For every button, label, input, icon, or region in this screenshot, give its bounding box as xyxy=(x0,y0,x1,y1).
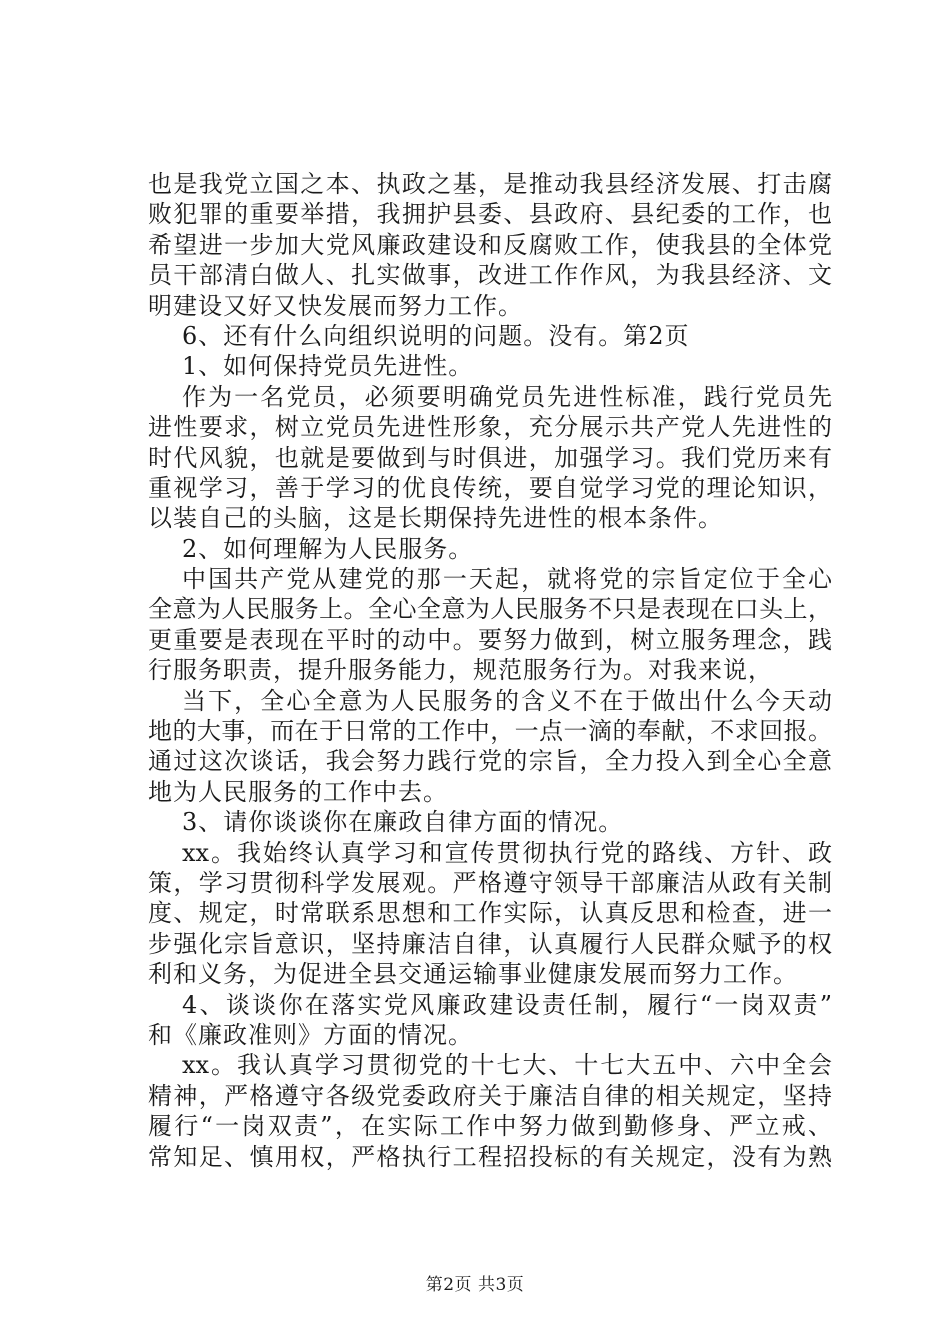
text-line: 步强化宗旨意识，坚持廉洁自律，认真履行人民群众赋予的权 xyxy=(148,929,832,958)
text-line: 6、还有什么向组织说明的问题。没有。第2页 xyxy=(182,321,690,350)
text-line: 时代风貌，也就是要做到与时俱进，加强学习。我们党历来有 xyxy=(148,443,832,472)
text-line: 败犯罪的重要举措，我拥护县委、县政府、县纪委的工作，也 xyxy=(148,200,832,229)
text-line: 1、如何保持党员先进性。 xyxy=(182,352,474,381)
text-line: 更重要是表现在平时的动中。要努力做到，树立服务理念，践 xyxy=(148,625,832,654)
text-line: xx。我始终认真学习和宣传贯彻执行党的路线、方针、政 xyxy=(182,838,832,867)
text-line: 4、谈谈你在落实党风廉政建设责任制，履行“一岗双责” xyxy=(182,990,832,1019)
text-line: 行服务职责，提升服务能力，规范服务行为。对我来说， xyxy=(148,656,773,685)
text-line: 以装自己的头脑，这是长期保持先进性的根本条件。 xyxy=(148,504,723,533)
text-line: 员干部清白做人、扎实做事，改进工作作风，为我县经济、文 xyxy=(148,261,832,290)
text-line: 常知足、慎用权，严格执行工程招投标的有关规定，没有为熟 xyxy=(148,1142,832,1171)
text-line: 当下，全心全意为人民服务的含义不在于做出什么今天动 xyxy=(182,686,832,715)
text-line: 全意为人民服务上。全心全意为人民服务不只是表现在口头上， xyxy=(148,595,832,624)
text-line: 作为一名党员，必须要明确党员先进性标准，践行党员先 xyxy=(182,382,832,411)
text-line: 地为人民服务的工作中去。 xyxy=(148,777,448,806)
text-line: 度、规定，时常联系思想和工作实际，认真反思和检查，进一 xyxy=(148,899,832,928)
text-line: 也是我党立国之本、执政之基，是推动我县经济发展、打击腐 xyxy=(148,170,832,198)
text-line: 3、请你谈谈你在廉政自律方面的情况。 xyxy=(182,808,624,837)
text-line: 和《廉政准则》方面的情况。 xyxy=(148,1020,473,1049)
text-line: xx。我认真学习贯彻党的十七大、十七大五中、六中全会 xyxy=(182,1051,832,1080)
text-line: 2、如何理解为人民服务。 xyxy=(182,534,474,563)
text-line: 进性要求，树立党员先进性形象，充分展示共产党人先进性的 xyxy=(148,413,832,442)
text-line: 策，学习贯彻科学发展观。严格遵守领导干部廉洁从政有关制 xyxy=(148,868,832,897)
text-line: 希望进一步加大党风廉政建设和反腐败工作，使我县的全体党 xyxy=(148,230,832,259)
page-footer: 第2页 共3页 xyxy=(425,1275,525,1295)
text-line: 重视学习，善于学习的优良传统，要自觉学习党的理论知识， xyxy=(148,473,832,502)
text-line: 履行“一岗双责”，在实际工作中努力做到勤修身、严立戒、 xyxy=(148,1112,832,1141)
text-line: 地的大事，而在于日常的工作中，一点一滴的奉献，不求回报。 xyxy=(148,717,832,746)
text-line: 通过这次谈话，我会努力践行党的宗旨，全力投入到全心全意 xyxy=(148,747,832,776)
document-body xyxy=(148,169,832,1172)
text-line: 精神，严格遵守各级党委政府关于廉洁自律的相关规定，坚持 xyxy=(148,1081,832,1110)
text-line: 明建设又好又快发展而努力工作。 xyxy=(148,291,523,320)
text-line: 中国共产党从建党的那一天起，就将党的宗旨定位于全心 xyxy=(182,565,832,594)
text-line: 利和义务，为促进全县交通运输事业健康发展而努力工作。 xyxy=(148,960,798,989)
